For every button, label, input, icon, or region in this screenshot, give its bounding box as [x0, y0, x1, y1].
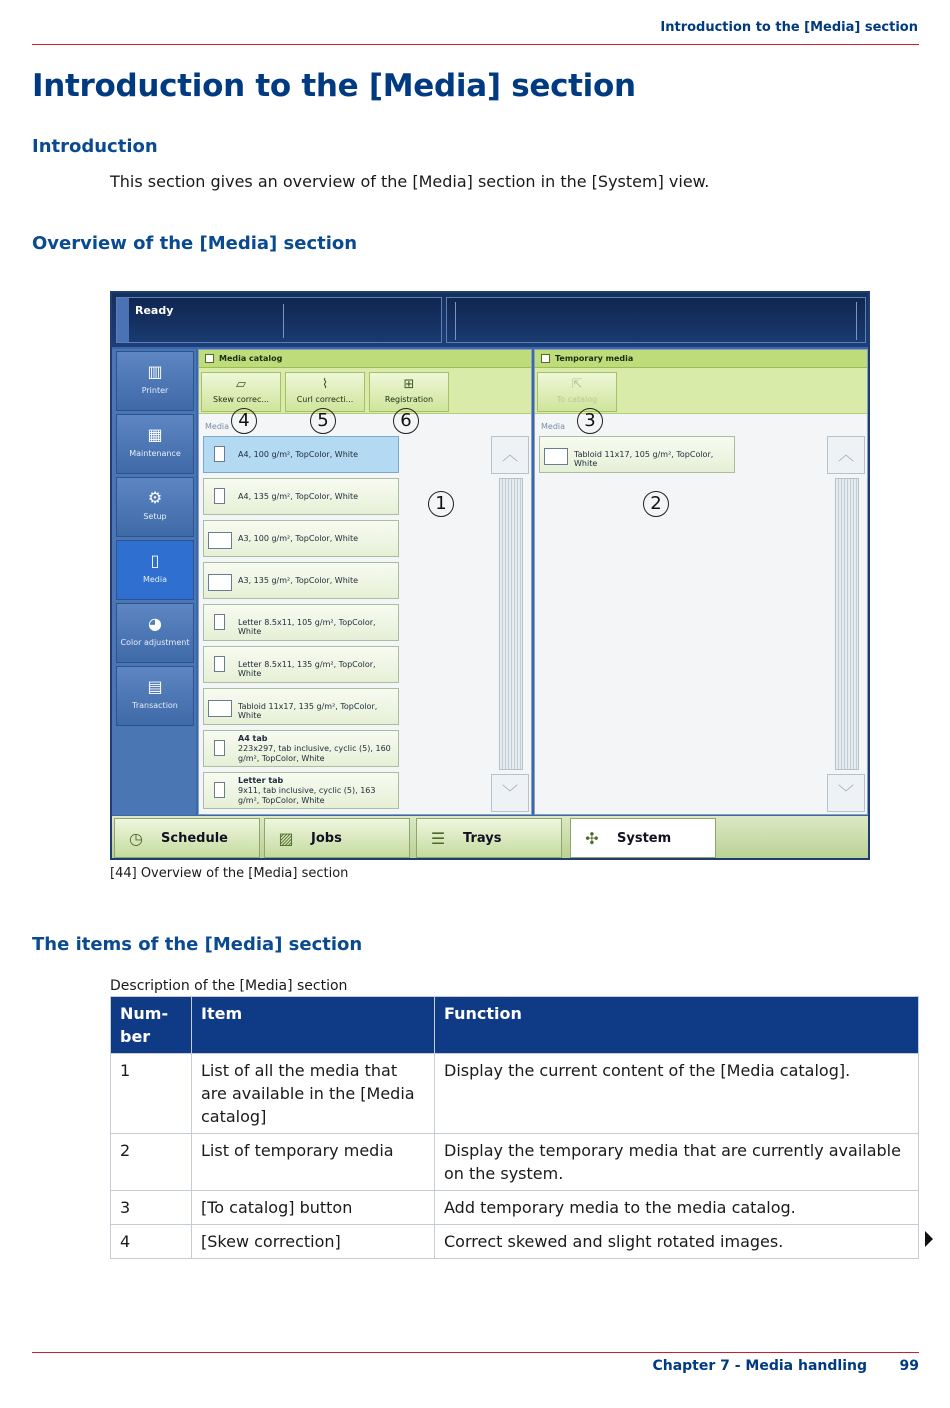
temporary-media-toolbar — [535, 368, 867, 414]
overview-heading: Overview of the [Media] section — [32, 233, 358, 254]
sidebar-item-color-adjustment[interactable]: ◕ Color adjustment — [116, 603, 194, 663]
jobs-icon: ▨ — [278, 829, 294, 848]
color-adjustment-icon: ◕ — [148, 614, 162, 633]
callout-2: 2 — [643, 491, 669, 517]
portrait-sheet-icon — [214, 614, 225, 630]
media-icon: ▯ — [150, 551, 160, 570]
trays-icon: ☰ — [430, 829, 446, 848]
table-header-row — [111, 997, 919, 1054]
media-items-table — [110, 996, 919, 1259]
tab-sheet-icon — [214, 782, 225, 798]
table-row — [111, 1134, 919, 1191]
scroll-down-button[interactable]: ﹀ — [827, 774, 865, 812]
cell-function: Correct skewed and slight rotated images. — [435, 1225, 919, 1259]
scroll-down-button[interactable]: ﹀ — [491, 774, 529, 812]
cell-function: Display the current content of the [Media catalog]. — [435, 1054, 919, 1134]
callout-4: 4 — [231, 408, 257, 434]
column-header-item: Item — [192, 997, 435, 1054]
cell-item: [To catalog] button — [192, 1191, 435, 1225]
column-header-function: Function — [435, 997, 919, 1054]
transaction-icon: ▤ — [147, 677, 163, 696]
cell-item: List of all the media that are available in the [Media catalog] — [192, 1054, 435, 1134]
status-text: Ready — [135, 304, 174, 317]
media-name: A4 tab — [238, 734, 268, 743]
curl-icon: ⌇ — [321, 377, 329, 392]
intro-heading: Introduction — [32, 136, 158, 157]
cell-item: [Skew correction] — [192, 1225, 435, 1259]
sidebar — [112, 349, 196, 815]
cell-function: Add temporary media to the media catalog. — [435, 1191, 919, 1225]
tab-trays[interactable]: ☰ Trays — [416, 818, 562, 858]
to-catalog-button[interactable]: ⇱ To catalog — [537, 372, 617, 412]
media-section-screenshot — [110, 291, 870, 860]
scroll-up-button[interactable]: ︿ — [827, 436, 865, 474]
status-bar — [112, 293, 868, 347]
table-row — [111, 1054, 919, 1134]
catalog-icon — [541, 354, 550, 363]
portrait-sheet-icon — [214, 656, 225, 672]
sidebar-item-setup[interactable]: ⚙ Setup — [116, 477, 194, 537]
setup-icon: ⚙ — [147, 488, 163, 507]
media-catalog-header: Media catalog — [199, 350, 531, 368]
cell-number: 1 — [111, 1054, 192, 1134]
media-name: Letter tab — [238, 776, 284, 785]
registration-icon: ⊞ — [403, 377, 415, 392]
maintenance-icon: ▦ — [147, 425, 163, 444]
tab-sheet-icon — [214, 740, 225, 756]
scroll-up-button[interactable]: ︿ — [491, 436, 529, 474]
cell-number: 4 — [111, 1225, 192, 1259]
list-item[interactable]: Letter 8.5x11, 105 g/m², TopColor, White — [203, 604, 399, 641]
temporary-scrollbar[interactable] — [827, 436, 865, 814]
skew-icon: ▱ — [236, 377, 246, 392]
list-item[interactable]: Tabloid 11x17, 105 g/m², TopColor, White — [539, 436, 735, 473]
table-caption: Description of the [Media] section — [110, 978, 348, 994]
header-rule — [32, 44, 919, 45]
tab-schedule[interactable]: ◷ Schedule — [114, 818, 260, 858]
catalog-icon — [205, 354, 214, 363]
skew-correction-button[interactable]: ▱ Skew correc... — [201, 372, 281, 412]
callout-1: 1 — [428, 491, 454, 517]
items-heading: The items of the [Media] section — [32, 934, 363, 955]
system-icon: ✣ — [585, 829, 599, 848]
portrait-sheet-icon — [214, 488, 225, 504]
tab-system[interactable]: ✣ System — [570, 818, 716, 858]
list-item[interactable]: Letter 8.5x11, 135 g/m², TopColor, White — [203, 646, 399, 683]
media-catalog-toolbar — [199, 368, 531, 414]
landscape-sheet-icon — [208, 574, 232, 591]
list-item[interactable]: Letter tab 9x11, tab inclusive, cyclic (5), 163 g/m², TopColor, White — [203, 772, 399, 809]
sidebar-item-media[interactable]: ▯ Media — [116, 540, 194, 600]
curl-correction-button[interactable]: ⌇ Curl correcti... — [285, 372, 365, 412]
column-header-number: Num- ber — [111, 997, 192, 1054]
figure-caption: [44] Overview of the [Media] section — [110, 866, 349, 881]
media-list-label: Media — [205, 422, 230, 431]
callout-5: 5 — [310, 408, 336, 434]
catalog-scrollbar[interactable] — [491, 436, 529, 814]
temporary-media-header: Temporary media — [535, 350, 867, 368]
sidebar-item-maintenance[interactable]: ▦ Maintenance — [116, 414, 194, 474]
list-item[interactable]: A3, 100 g/m², TopColor, White — [203, 520, 399, 557]
list-item[interactable]: A4, 100 g/m², TopColor, White — [203, 436, 399, 473]
list-item[interactable]: Tabloid 11x17, 135 g/m², TopColor, White — [203, 688, 399, 725]
clock-icon: ◷ — [129, 829, 143, 848]
list-item[interactable]: A4 tab 223x297, tab inclusive, cyclic (5), 160 g/m², TopColor, White — [203, 730, 399, 767]
footer-chapter: Chapter 7 - Media handling — [652, 1358, 867, 1374]
page-title: Introduction to the [Media] section — [32, 68, 636, 104]
page-number: 99 — [899, 1358, 919, 1374]
list-item[interactable]: A3, 135 g/m², TopColor, White — [203, 562, 399, 599]
callout-6: 6 — [393, 408, 419, 434]
bottom-tab-bar — [112, 816, 868, 860]
landscape-sheet-icon — [208, 532, 232, 549]
status-panel — [116, 297, 442, 343]
footer-rule — [32, 1352, 919, 1353]
cell-number: 3 — [111, 1191, 192, 1225]
printer-icon: ▥ — [147, 362, 163, 381]
cell-function: Display the temporary media that are currently available on the system. — [435, 1134, 919, 1191]
cell-number: 2 — [111, 1134, 192, 1191]
table-row — [111, 1191, 919, 1225]
tab-jobs[interactable]: ▨ Jobs — [264, 818, 410, 858]
scroll-track[interactable] — [499, 478, 523, 770]
cell-item: List of temporary media — [192, 1134, 435, 1191]
media-list-label: Media — [541, 422, 566, 431]
sidebar-item-transaction[interactable]: ▤ Transaction — [116, 666, 194, 726]
continued-arrow-icon — [925, 1231, 933, 1247]
intro-text: This section gives an overview of the [Media] section in the [System] view. — [110, 172, 710, 191]
landscape-sheet-icon — [544, 448, 568, 465]
table-row — [111, 1225, 919, 1259]
running-header: Introduction to the [Media] section — [660, 20, 918, 35]
status-panel-right — [446, 297, 866, 343]
list-item[interactable]: A4, 135 g/m², TopColor, White — [203, 478, 399, 515]
callout-3: 3 — [577, 408, 603, 434]
sidebar-item-printer[interactable]: ▥ Printer — [116, 351, 194, 411]
to-catalog-icon: ⇱ — [571, 377, 583, 392]
scroll-track[interactable] — [835, 478, 859, 770]
registration-button[interactable]: ⊞ Registration — [369, 372, 449, 412]
portrait-sheet-icon — [214, 446, 225, 462]
landscape-sheet-icon — [208, 700, 232, 717]
